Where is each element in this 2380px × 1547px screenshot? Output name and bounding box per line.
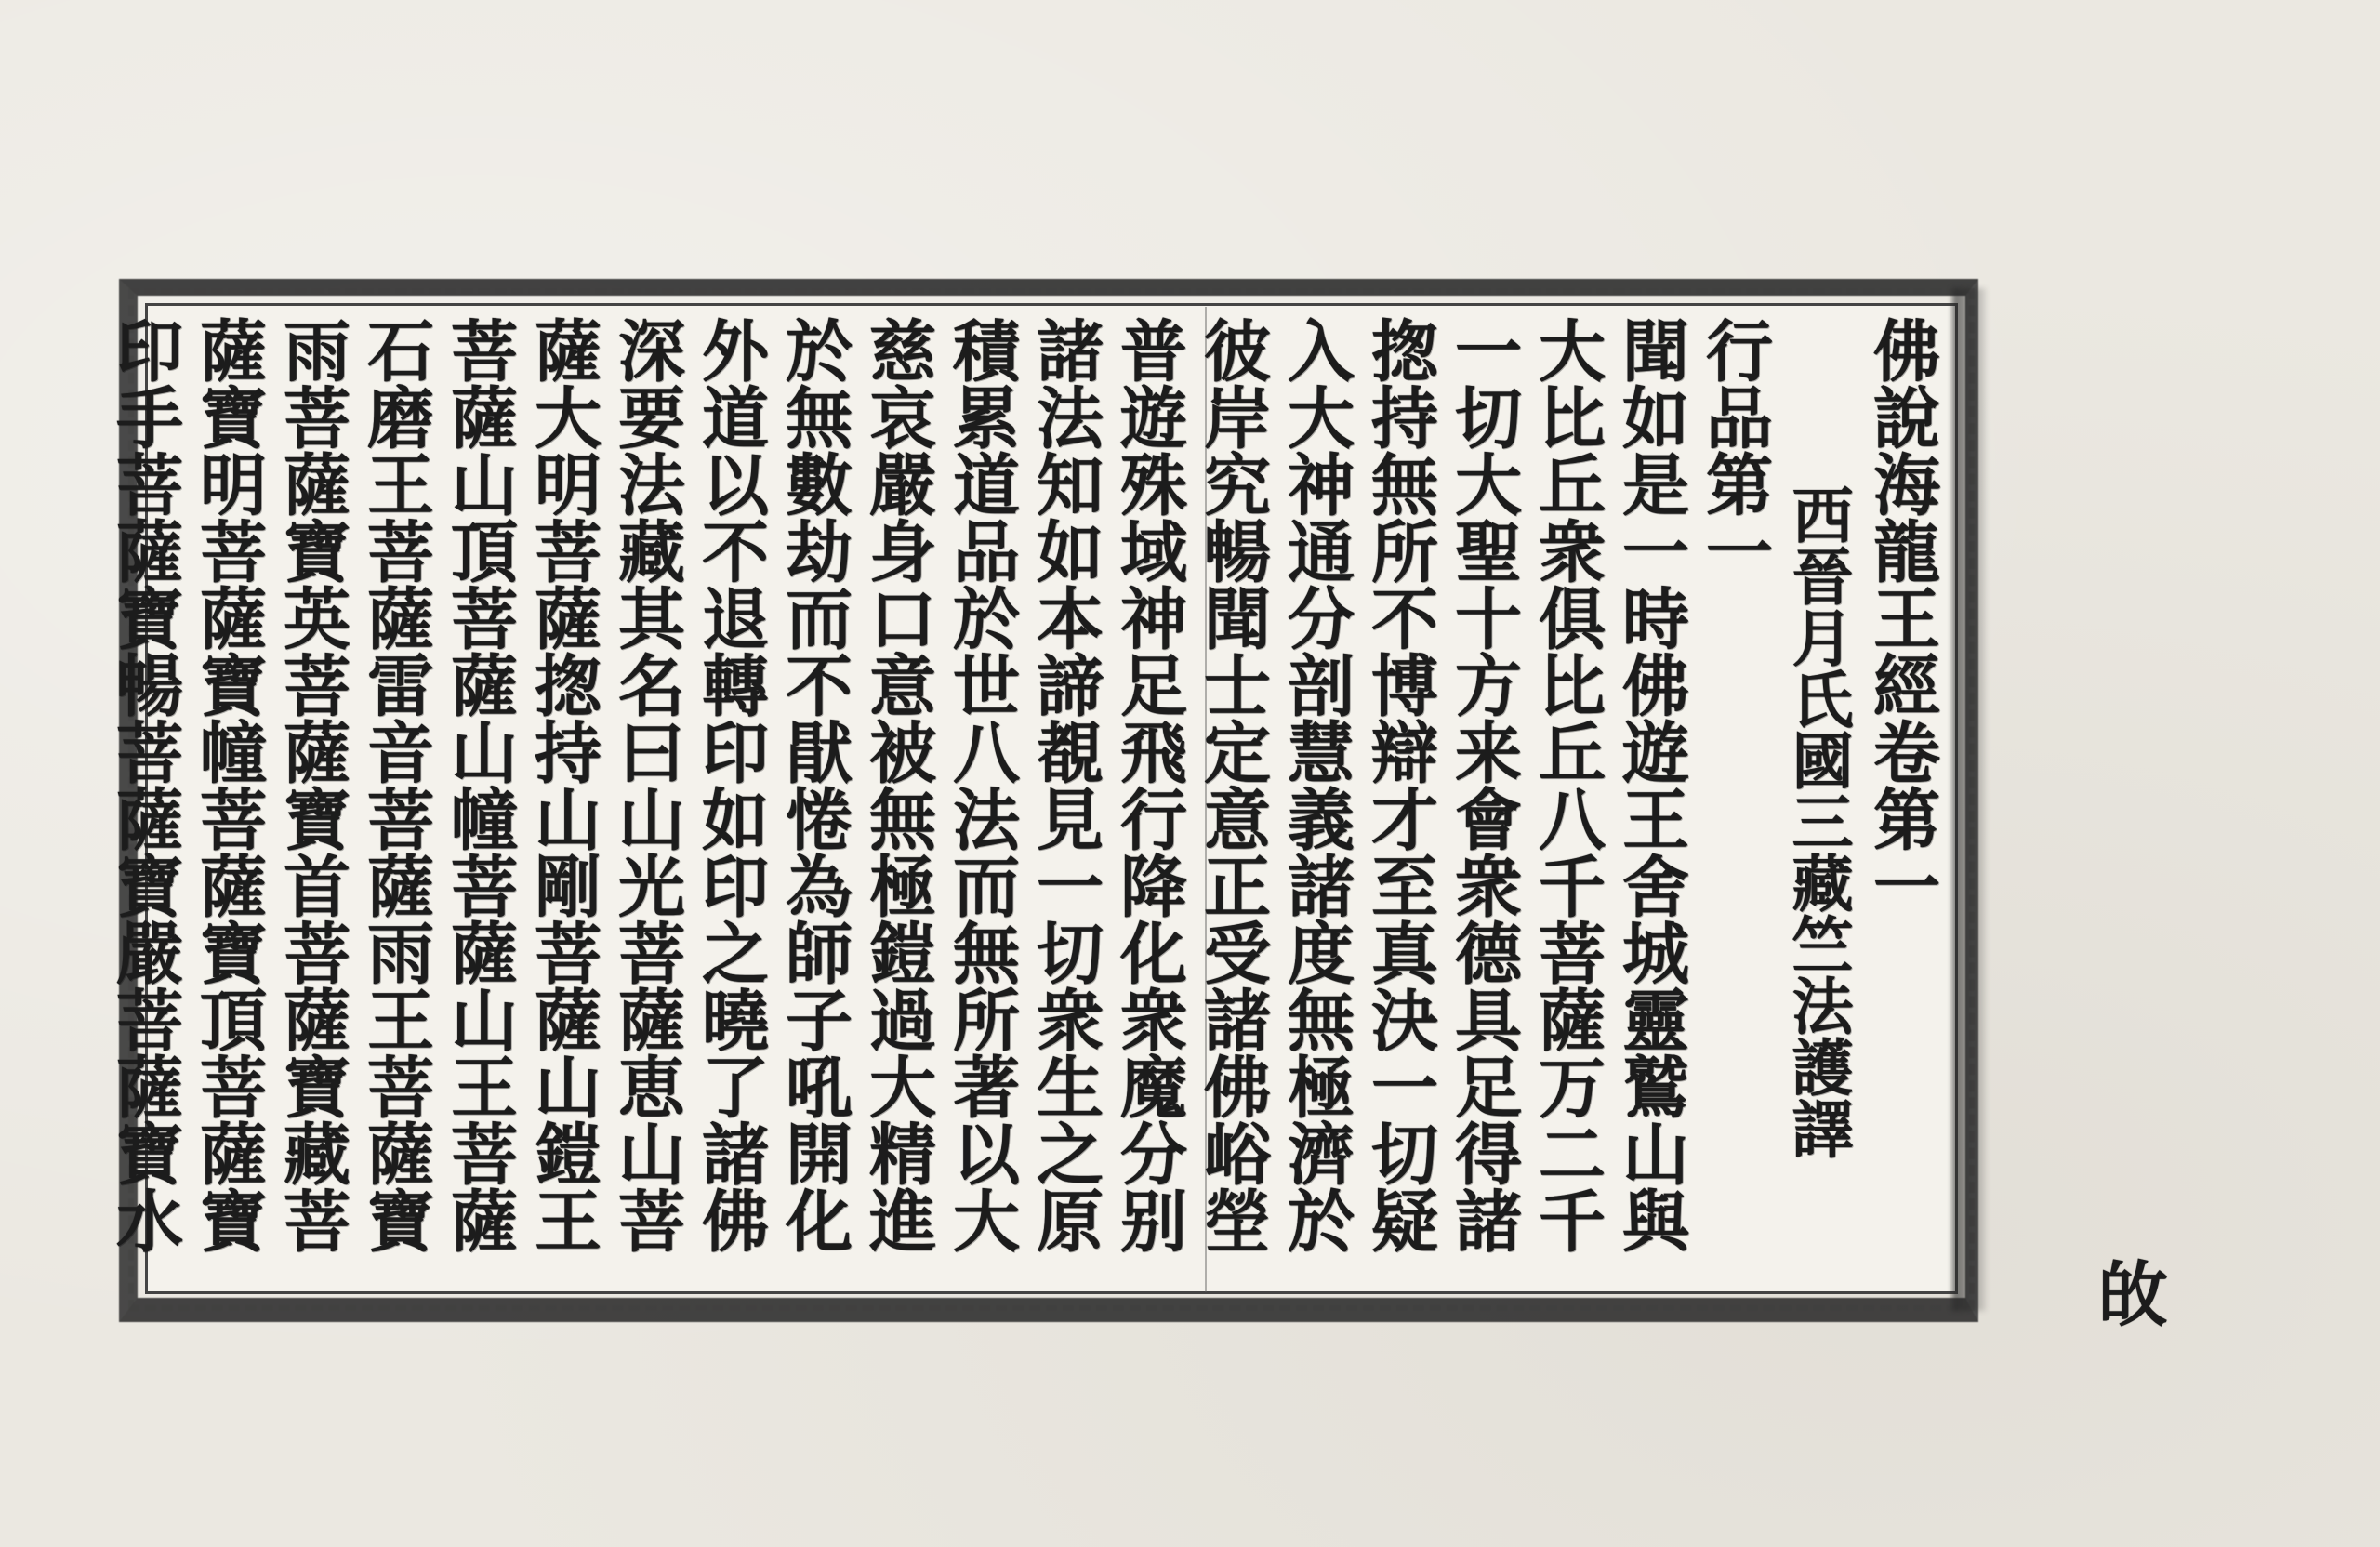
- text-column: 大比丘衆俱比丘八千菩薩万二千: [1527, 316, 1606, 1253]
- text-column: 雨菩薩寶英菩薩寶首菩薩寶藏菩: [272, 316, 351, 1253]
- margin-mark: 敀: [2097, 1253, 2168, 1336]
- text-column: 深要法藏其名曰山光菩薩恵山菩: [607, 316, 686, 1253]
- translator-byline: 西晉月氏國三藏竺法護譯: [1781, 483, 1854, 1158]
- text-column: 入大神通分剖慧義諸度無極濟於: [1276, 316, 1355, 1253]
- text-column: 彼岸究暢聞士定意正受諸佛峪塋: [1193, 316, 1272, 1253]
- text-column: 菩薩山頂菩薩山幢菩薩山王菩薩: [440, 316, 519, 1253]
- chapter-heading: 行品第一: [1695, 316, 1774, 584]
- text-column: 石磨王菩薩雷音菩薩雨王菩薩寶: [356, 316, 435, 1253]
- text-column: 一切大聖十方来會衆德具足得諸: [1444, 316, 1523, 1253]
- text-column: 於無數劫而不猒惓為師子吼開化: [774, 316, 853, 1253]
- text-column: 普遊殊域神足飛行降化衆魔分别: [1109, 316, 1188, 1253]
- text-column: 諸法知如本諦覩見一切衆生之原: [1025, 316, 1104, 1253]
- text-column: 聞如是一時佛遊王舍城靈鷲山與: [1611, 316, 1690, 1253]
- text-column: 印手菩薩寶暢菩薩寶嚴菩薩寶水: [105, 316, 184, 1253]
- text-column: 積累道品於世八法而無所著以大: [942, 316, 1021, 1253]
- text-column: 慈哀嚴身口意被無極鎧過大精進: [858, 316, 937, 1253]
- text-column: 揔持無所不博辯才至真決一切疑: [1360, 316, 1439, 1253]
- text-column: 薩寶明菩薩寶幢菩薩寶頂菩薩寶: [189, 316, 268, 1253]
- sutra-title: 佛說海龍王經卷第一: [1862, 316, 1941, 919]
- text-column: 外道以不退轉印如印之曉了諸佛: [691, 316, 770, 1253]
- text-columns: [105, 316, 1952, 1283]
- ink-smudge: [1952, 288, 1986, 1311]
- text-column: 薩大明菩薩揔持山剛菩薩山鎧王: [523, 316, 602, 1253]
